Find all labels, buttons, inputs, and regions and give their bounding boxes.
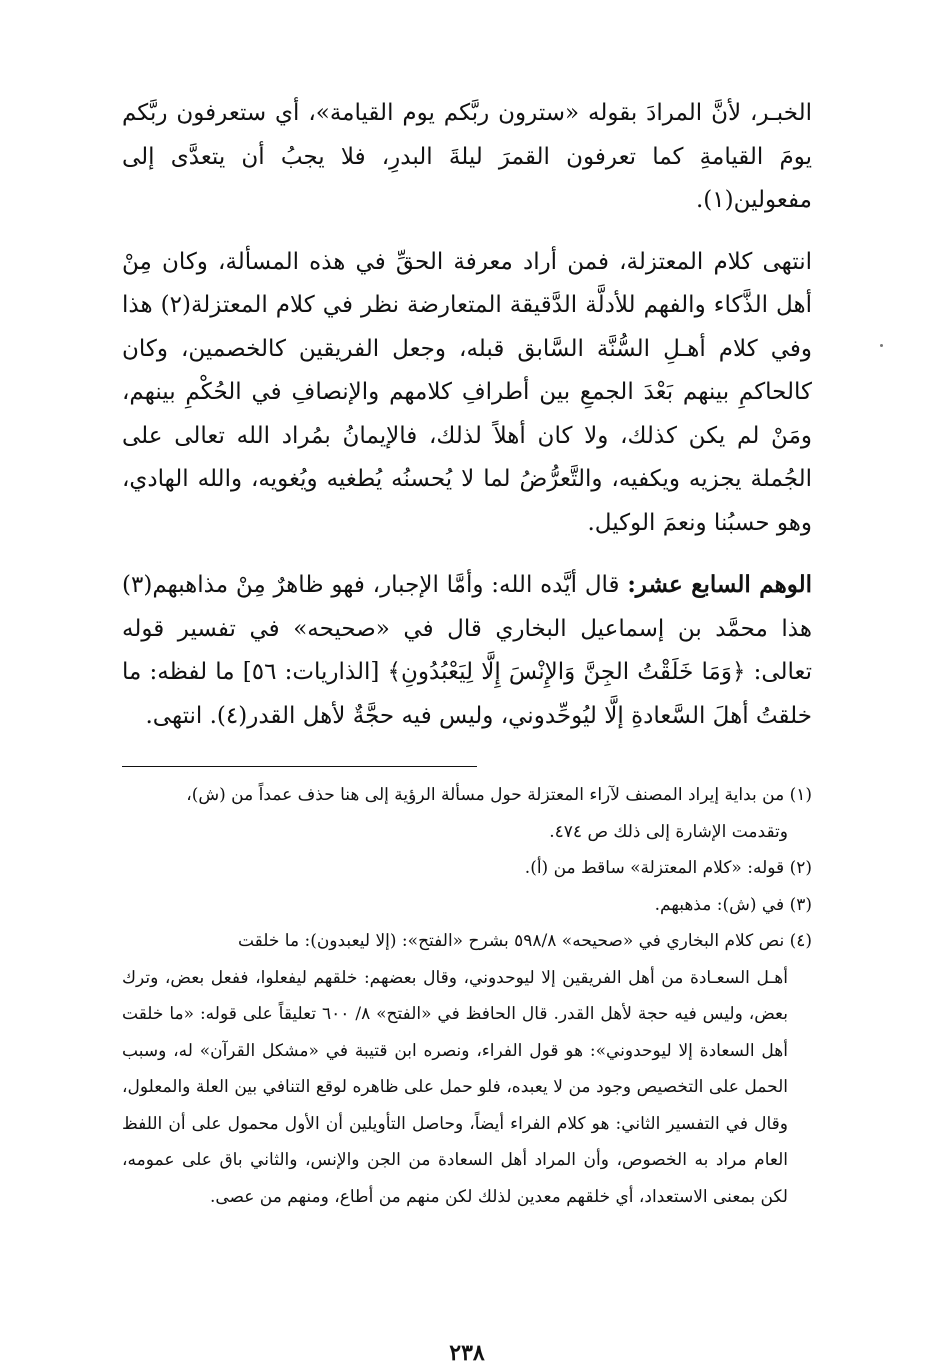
footnote-item (122, 777, 812, 814)
footnote-item (122, 923, 812, 960)
paragraph-text: انتهى كلام المعتزلة، فمن أراد معرفة الحقِّ في هذه المسألة، وكان مِنْ أهل الذَّكاء والفهم للأدلَّة الدَّقيقة المتعارضة نظر في كلام المعتزلة(٢) هذا وفي كلام أهـلِ السُّنَّة السَّابق قبله، وجعل الفريقين كالخصمين، وكان كالحاكمِ بينهم بَعْدَ الجمعِ بين أطرافِ كلامهم والإنصافِ في الحُكْمِ بينهم، ومَنْ لم يكن كذلك، ولا كان أهلاً لذلك، فالإيمانُ بمُراد الله تعالى على الجُملة يجزيه ويكفيه، والتَّعرُّضُ لما لا يُحسنُه يُطغيه ويُغويه، والله الهادي، وهو حسبُنا ونعمَ الوكيل. (122, 248, 812, 536)
footnote-text: (٣) في (ش): مذهبهم. (654, 894, 812, 915)
footnote-text: (٤) نص كلام البخاري في «صحيحه» ٥٩٨/٨ بشرح «الفتح»: (إلا ليعبدون): ما خلقت (237, 931, 812, 951)
footnote-divider (122, 766, 477, 767)
footnote-text: وتقدمت الإشارة إلى ذلك ص ٤٧٤. (549, 821, 788, 842)
footnotes (122, 777, 812, 1215)
paragraph-text: الخبـر، لأنَّ المرادَ بقوله «سترون ربَّكم يوم القيامة»، أي ستعرفون ربَّكم يومَ القيامةِ كما تعرفون القمرَ ليلةَ البدرِ، فلا يجبُ أن يتعدَّى إلى مفعولين(١). (122, 100, 812, 213)
footnote-item (122, 887, 812, 924)
footnote-text: (١) من بداية إيراد المصنف لآراء المعتزلة حول مسألة الرؤية إلى هنا حذف عمداً من (ش)، (186, 785, 812, 805)
page-body (122, 92, 813, 1366)
footnote-item (122, 850, 812, 887)
body-paragraph (122, 241, 812, 546)
footnote-text: أهـل السعـادة من أهل الفريقين إلا ليوحدوني، وقال بعضهم: خلقهم ليفعلوا، ففعل بعض، وترك بعض، وليس فيه حجة لأهل القدر. قال الحافظ في «الفتح» ٨/ ٦٠٠ تعليقاً على قوله: «ما خلقت أهل السعادة إلا ليوحدوني»: هو قول الفراء، ونصره ابن قتيبة في «مشكل القرآن» له، وسبب الحمل على التخصيص وجود من لا يعبده، فلو حمل على ظاهره لوقع التنافي بين العلة والمعلول، وقال في التفسير الثاني: هو كلام الفراء أيضاً، وحاصل التأويلين أن الأول محمول على أن اللفظ العام مراد به الخصوص، وأن المراد أهل السعادة من الجن والإنس، والثاني باق على عمومه، لكن بمعنى الاستعداد، أي خلقهم معدين لذلك لكن منهم من أطاع، ومنهم من عصى. (122, 967, 788, 1207)
section-heading: الوهم السابع عشر: (627, 571, 812, 598)
footnote-continuation (122, 960, 812, 1216)
body-paragraph (122, 92, 812, 223)
page-number: ٢٣٨ (449, 1340, 485, 1366)
body-paragraph (122, 563, 812, 738)
paragraph-text: قال أيَّده الله: وأمَّا الإجبار، فهو ظاهرٌ مِنْ مذاهبهم(٣) هذا محمَّد بن إسماعيل البخاري قال في «صحيحه» في تفسير قوله تعالى: ﴿وَمَا خَلَقْتُ الجِنَّ وَالإِنْسَ إِلَّا لِيَعْبُدُونِ﴾ [الذاريات: ٥٦] ما لفظه: ما خلقتُ أهلَ السَّعادةِ إلَّا ليُوحِّدوني، وليس فيه حجَّةٌ لأهل القدر(٤). انتهى. (122, 572, 813, 729)
footnote-continuation (122, 814, 812, 851)
footnote-text: (٢) قوله: «كلام المعتزلة» ساقط من (أ). (524, 858, 812, 878)
scan-speck (880, 344, 883, 347)
